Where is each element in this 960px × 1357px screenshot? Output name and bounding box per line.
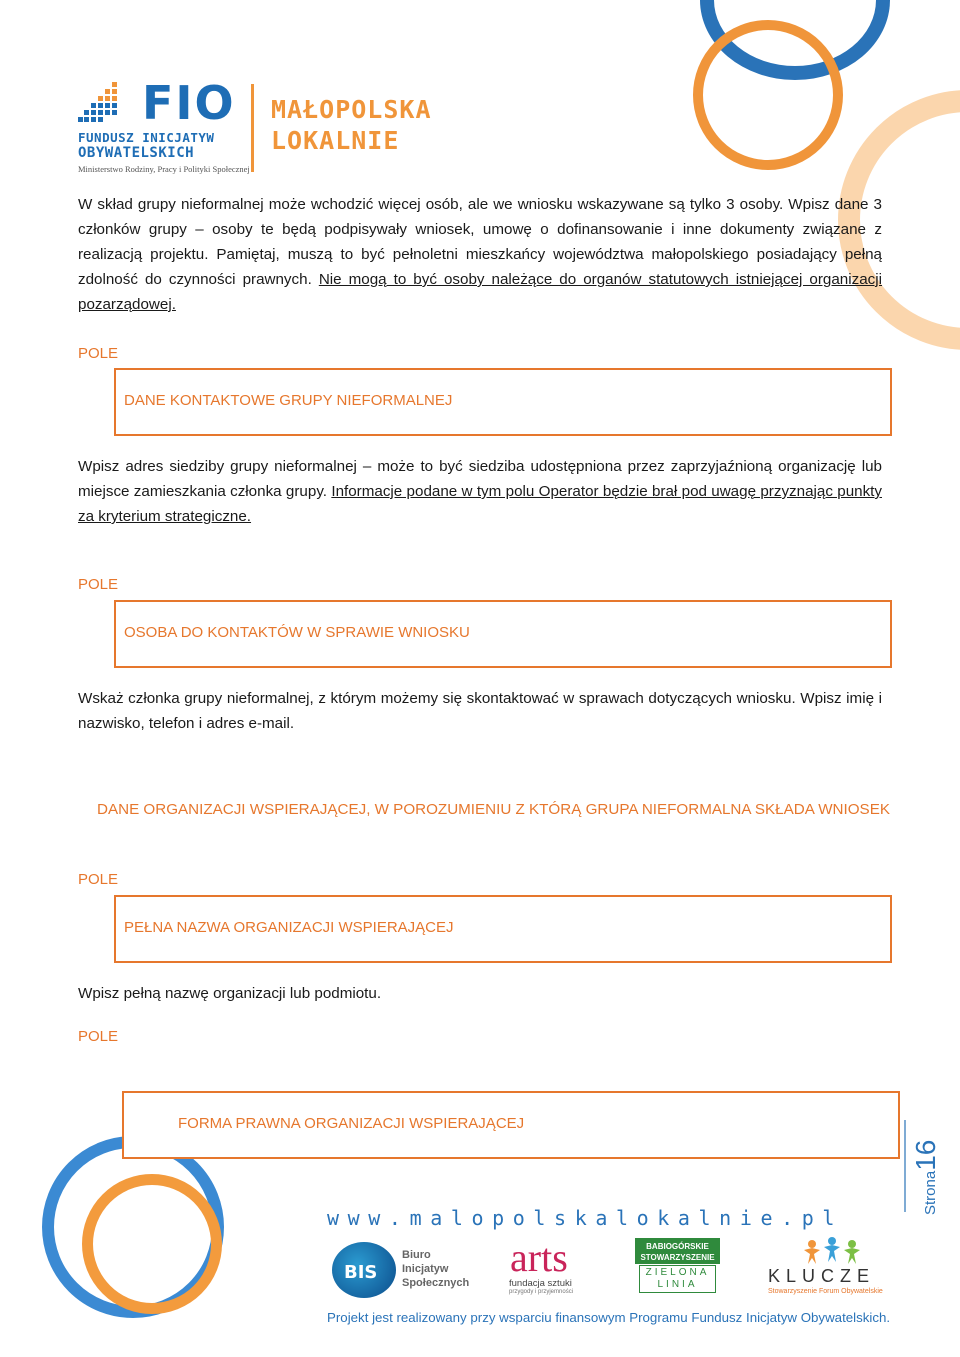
klucze-logo — [768, 1236, 883, 1298]
page-number-rule — [904, 1120, 906, 1212]
arts-subtitle: fundacja sztuki — [509, 1278, 572, 1289]
contact-help-text: Wpisz adres siedziby grupy nieformalnej – może to być siedziba udostępniona przez zaprzyjaźnioną organizację lub miejsce zamieszkania członka grupy. — [78, 458, 882, 500]
klucze-subtitle: Stowarzyszenie Forum Obywatelskie — [768, 1288, 883, 1295]
contact-person-help-paragraph: Wskaż członka grupy nieformalnej, z którym możemy się skontaktować w sprawach dotyczących wniosku. Wpisz imię i nazwisko, telefon i adres e-mail. — [78, 690, 882, 732]
contact-person-field[interactable] — [114, 600, 892, 668]
arts-wordmark: arts — [510, 1235, 568, 1280]
contact-data-field-label: DANE KONTAKTOWE GRUPY NIEFORMALNEJ — [124, 392, 453, 409]
arts-logo — [508, 1235, 588, 1300]
intro-text: W skład grupy nieformalnej może wchodzić więcej osób, ale we wniosku wskazywane są tylko 3 osoby. Wpisz dane 3 członków grupy – osoby te będą podpisywały wniosek, umowę o dofinansowanie i inne dokumenty związane z realizacją projektu. Pamiętaj, muszą to być pełnoletni mieszkańcy województwa małopolskiego posiadający pełną zdolność do czynności prawnych. — [78, 196, 882, 288]
decorative-ring-orange-top — [693, 20, 843, 170]
legal-form-field-label: FORMA PRAWNA ORGANIZACJI WSPIERAJĄCEJ — [178, 1115, 525, 1132]
fio-wordmark: FIO — [142, 76, 236, 130]
organization-name-field-label: PEŁNA NAZWA ORGANIZACJI WSPIERAJĄCEJ — [124, 919, 454, 936]
arts-tagline: przygody i przyjemności — [509, 1289, 574, 1295]
field-marker-legal-form: POLE — [78, 1028, 119, 1045]
page-number — [900, 1120, 950, 1215]
contact-person-field-label: OSOBA DO KONTAKTÓW W SPRAWIE WNIOSKU — [124, 624, 470, 641]
decorative-ring-orange-bottom — [82, 1174, 222, 1314]
logo-divider — [251, 84, 254, 172]
intro-paragraph — [78, 192, 882, 317]
field-marker-contact-person: POLE — [78, 576, 119, 593]
contact-help-paragraph — [78, 454, 882, 529]
zielona-linia-header: BABIOGÓRSKIE STOWARZYSZENIE — [635, 1238, 720, 1264]
people-icon — [798, 1236, 868, 1266]
fio-logo — [78, 76, 250, 174]
page-number-value: 16 — [910, 1139, 941, 1171]
bis-logo — [330, 1236, 470, 1298]
field-marker-organization-name: POLE — [78, 871, 119, 888]
malopolska-lokalnie-logo — [271, 94, 432, 156]
bis-name — [402, 1248, 469, 1290]
zielona-linia-logo — [635, 1238, 720, 1296]
organization-name-field[interactable] — [114, 895, 892, 963]
fio-dots-icon — [78, 82, 120, 122]
fio-ministry: Ministerstwo Rodziny, Pracy i Polityki Społecznej — [78, 164, 250, 174]
zielona-linia-name-line2: LINIA — [657, 1279, 698, 1290]
legal-form-field[interactable] — [122, 1091, 900, 1159]
zielona-linia-name — [639, 1265, 716, 1293]
fio-subtitle-line1: FUNDUSZ INICJATYW — [78, 130, 215, 145]
klucze-wordmark: KLUCZE — [768, 1266, 876, 1286]
contact-help-underlined: Informacje podane w tym polu Operator będzie brał pod uwagę przyznając punkty za kryterium strategiczne. — [78, 483, 882, 525]
malopolska-logo-line1: MAŁOPOLSKA — [271, 95, 432, 124]
contact-data-field[interactable] — [114, 368, 892, 436]
bis-name-line3: Społecznych — [402, 1277, 470, 1289]
page-label: Strona — [922, 1170, 939, 1215]
field-marker-contact-data: POLE — [78, 345, 119, 362]
zielona-linia-name-line1: ZIELONA — [645, 1267, 710, 1278]
bis-name-line2: Inicjatyw — [402, 1263, 449, 1275]
footer-website-link[interactable]: www.malopolskalokalnie.pl — [327, 1206, 844, 1230]
bis-name-line1: Biuro — [402, 1249, 431, 1261]
organization-name-help-paragraph: Wpisz pełną nazwę organizacji lub podmiotu. — [78, 985, 382, 1002]
malopolska-logo-line2: LOKALNIE — [271, 126, 400, 155]
footer-funding-note: Projekt jest realizowany przy wsparciu finansowym Programu Fundusz Inicjatyw Obywatelskich. — [327, 1310, 891, 1325]
bis-mark: BIS — [344, 1262, 378, 1283]
supporting-organization-heading: DANE ORGANIZACJI WSPIERAJĄCEJ, W POROZUMIENIU Z KTÓRĄ GRUPA NIEFORMALNA SKŁADA WNIOSEK — [97, 801, 890, 818]
fio-subtitle-line2: OBYWATELSKICH — [78, 145, 195, 161]
intro-underlined-text: Nie mogą to być osoby należące do organów statutowych istniejącej organizacji pozarządowej. — [78, 271, 883, 313]
